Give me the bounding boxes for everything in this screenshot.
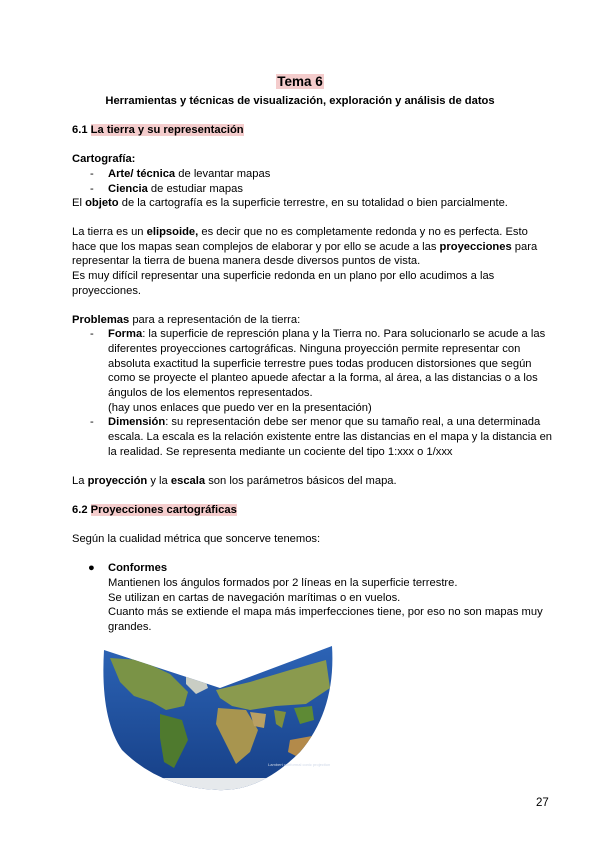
term: Problemas bbox=[72, 314, 130, 326]
list-item bbox=[108, 167, 270, 182]
paragraph-line: representar la tierra de buena manera desde diversos puntos de vista. bbox=[72, 255, 421, 267]
forma-line: como se proyecte el planteo apuede afectar a la forma, al área, a las distancias o a los bbox=[108, 372, 538, 384]
text: y la bbox=[147, 475, 171, 487]
forma-line: ángulos de los elementos representados. bbox=[108, 387, 313, 399]
conformes-line: grandes. bbox=[108, 621, 152, 633]
section-number: 6.1 bbox=[72, 124, 88, 136]
section-6-1-heading bbox=[72, 123, 244, 138]
paragraph-line: proyecciones. bbox=[72, 285, 142, 297]
forma-line: (hay unos enlaces que puedo ver en la presentación) bbox=[108, 402, 372, 414]
section-intro: Según la cualidad métrica que soncerve tenemos: bbox=[72, 533, 321, 545]
text: El bbox=[72, 197, 86, 209]
objeto-paragraph bbox=[72, 196, 508, 211]
dash-bullet: - bbox=[90, 168, 94, 180]
dash-bullet: - bbox=[90, 183, 94, 195]
dimension-line: la realidad. Se representa mediante un cociente del tipo 1:xxx o 1/xxx bbox=[108, 446, 453, 458]
term: escala bbox=[170, 475, 206, 487]
antarctica bbox=[140, 778, 300, 792]
title-wrap bbox=[0, 73, 600, 91]
text: es decir que no es completamente redonda y no es perfecta. Esto bbox=[198, 226, 528, 238]
round-bullet: ● bbox=[88, 562, 95, 574]
page-number: 27 bbox=[536, 797, 549, 809]
term: Forma bbox=[108, 328, 143, 340]
dimension-line bbox=[108, 415, 540, 430]
paragraph-line bbox=[72, 240, 537, 255]
dimension-line: escala. La escala es la relación existente entre las distancias en el mapa y la distancia en bbox=[108, 431, 553, 443]
term: Arte/ técnica bbox=[108, 168, 176, 180]
term: Dimensión bbox=[108, 416, 166, 428]
item-text: de levantar mapas bbox=[175, 168, 271, 180]
forma-line: diferentes proyecciones cartográficas. Ninguna proyección permite representar con bbox=[108, 343, 521, 355]
text: de la cartografía es la superficie terrestre, en su totalidad o bien parcialmente. bbox=[118, 197, 508, 209]
text: : su representación debe ser menor que su tamaño real, a una determinada bbox=[165, 416, 541, 428]
summary-line bbox=[72, 474, 397, 489]
text: para bbox=[511, 241, 538, 253]
dash-bullet: - bbox=[90, 328, 94, 340]
text: La bbox=[72, 475, 88, 487]
text: hace que los mapas sean complejos de elaborar y por ello se acude a las bbox=[72, 241, 440, 253]
forma-line bbox=[108, 327, 545, 342]
section-6-2-heading bbox=[72, 503, 237, 518]
conformes-line: Se utilizan en cartas de navegación marítimas o en vuelos. bbox=[108, 592, 401, 604]
term: proyecciones bbox=[439, 241, 512, 253]
term: objeto bbox=[85, 197, 119, 209]
forma-line: absoluta exactitud la superficie terrestre pues todas producen distorsiones que según bbox=[108, 358, 532, 370]
item-text: de estudiar mapas bbox=[147, 183, 243, 195]
paragraph-line bbox=[72, 225, 528, 240]
conformes-line: Mantienen los ángulos formados por 2 líneas en la superficie terrestre. bbox=[108, 577, 458, 589]
cartografia-label: Cartografía: bbox=[72, 153, 136, 165]
text: son los parámetros básicos del mapa. bbox=[205, 475, 397, 487]
section-title: La tierra y su representación bbox=[90, 124, 244, 136]
text: para a representación de la tierra: bbox=[129, 314, 301, 326]
problemas-intro bbox=[72, 313, 300, 328]
conformes-label: Conformes bbox=[108, 562, 168, 574]
text: La tierra es un bbox=[72, 226, 147, 238]
list-item bbox=[108, 182, 243, 197]
term: elipsoide, bbox=[146, 226, 199, 238]
term: Ciencia bbox=[108, 183, 148, 195]
term: proyección bbox=[87, 475, 148, 487]
conic-projection-map bbox=[100, 640, 340, 792]
page-title: Tema 6 bbox=[277, 74, 323, 89]
page-subtitle: Herramientas y técnicas de visualización, exploración y análisis de datos bbox=[105, 95, 495, 107]
conformes-line: Cuanto más se extiende el mapa más imperfecciones tiene, por eso no son mapas muy bbox=[108, 606, 543, 618]
text: : la superficie de represción plana y la Tierra no. Para solucionarlo se acude a las bbox=[142, 328, 546, 340]
map-caption: Lambert conformal conic projection bbox=[268, 762, 331, 767]
dash-bullet: - bbox=[90, 416, 94, 428]
paragraph-line: Es muy difícil representar una superficie redonda en un plano por ello acudimos a las bbox=[72, 270, 495, 282]
section-title: Proyecciones cartográficas bbox=[90, 504, 237, 516]
section-number: 6.2 bbox=[72, 504, 88, 516]
